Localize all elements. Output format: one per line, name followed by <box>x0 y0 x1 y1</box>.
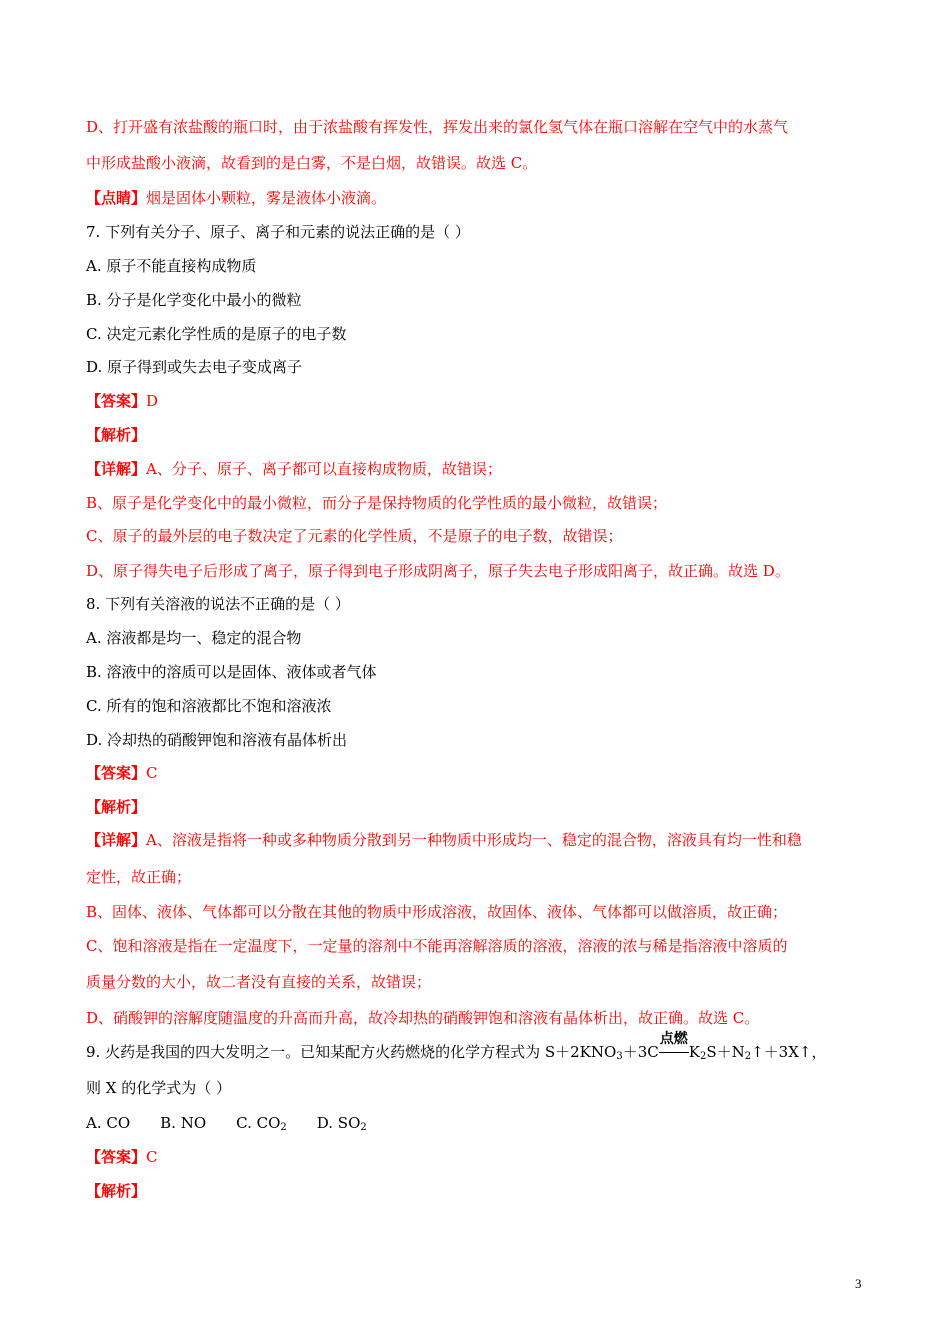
question-8-analysis-label <box>86 797 146 817</box>
option-c-text: C. CO <box>236 1114 281 1132</box>
question-9-analysis-label <box>86 1181 146 1201</box>
question-8-detail-d: D、硝酸钾的溶解度随温度的升高而升高，故冷却热的硝酸钾饱和溶液有晶体析出，故正确。故选 C。 <box>86 1009 760 1027</box>
question-8-detail-c-cont: 质量分数的大小，故二者没有直接的关系，故错误； <box>86 973 432 991</box>
answer-label: 【答案】 <box>86 1148 147 1166</box>
question-9-options <box>86 1113 367 1133</box>
question-7-answer <box>86 391 158 411</box>
analysis-line-q6-d-cont: 中形成盐酸小液滴，故看到的是白雾，不是白烟，故错误。故选 C。 <box>86 154 538 172</box>
answer-value: C <box>146 1148 158 1166</box>
question-9-stem <box>86 1031 827 1062</box>
answer-label: 【答案】 <box>86 764 147 782</box>
detail-text: A、溶液是指将一种或多种物质分散到另一种物质中形成均一、稳定的混合物，溶液具有均一性和稳 <box>146 831 802 849</box>
question-8-stem: 8. 下列有关溶液的说法不正确的是（ ） <box>86 595 350 613</box>
question-7-option-c: C. 决定元素化学性质的是原子的电子数 <box>86 325 347 343</box>
analysis-label: 【解析】 <box>86 426 147 444</box>
question-9-option-c <box>236 1114 287 1132</box>
question-9-option-a: A. CO <box>86 1114 131 1132</box>
subscript: 2 <box>360 1122 367 1133</box>
question-8-detail-b: B、固体、液体、气体都可以分散在其他的物质中形成溶液，故固体、液体、气体都可以做溶质，故正确； <box>86 903 788 921</box>
reaction-condition <box>659 1031 689 1062</box>
answer-value: C <box>146 764 158 782</box>
question-7-option-d: D. 原子得到或失去电子变成离子 <box>86 358 303 376</box>
tip-text: 烟是固体小颗粒，雾是液体小液滴。 <box>146 189 387 207</box>
question-8-answer <box>86 763 158 783</box>
analysis-line-q6-d: D、打开盛有浓盐酸的瓶口时，由于浓盐酸有挥发性，挥发出来的氯化氢气体在瓶口溶解在空气中的水蒸气 <box>86 118 789 136</box>
equation-product-mid: S＋N <box>706 1043 745 1061</box>
question-7-stem: 7. 下列有关分子、原子、离子和元素的说法正确的是（ ） <box>86 223 470 241</box>
analysis-label: 【解析】 <box>86 1182 147 1200</box>
question-8-detail-a <box>86 830 802 850</box>
question-9-option-b: B. NO <box>160 1114 207 1132</box>
question-8-detail-c: C、饱和溶液是指在一定温度下，一定量的溶剂中不能再溶解溶质的溶液，溶液的浓与稀是指溶液中溶质的 <box>86 937 788 955</box>
tip-label: 【点睛】 <box>86 189 147 207</box>
question-9-stem-cont: 则 X 的化学式为（ ） <box>86 1079 231 1097</box>
page-number: 3 <box>855 1276 862 1291</box>
question-7-analysis-label <box>86 425 146 445</box>
question-7-option-b: B. 分子是化学变化中最小的微粒 <box>86 291 302 309</box>
subscript: 2 <box>744 1051 752 1062</box>
equation-suffix: ↑＋3X↑， <box>751 1043 827 1061</box>
question-8-option-b: B. 溶液中的溶质可以是固体、液体或者气体 <box>86 663 377 681</box>
tip-line <box>86 188 386 208</box>
subscript: 3 <box>616 1051 623 1062</box>
analysis-label: 【解析】 <box>86 798 147 816</box>
question-9-option-d <box>317 1114 367 1132</box>
question-7-detail-c: C、原子的最外层的电子数决定了元素的化学性质，不是原子的电子数，故错误； <box>86 527 623 545</box>
condition-ignite: 点燃 <box>659 1031 688 1047</box>
detail-text: A、分子、原子、离子都可以直接构成物质，故错误； <box>146 460 502 478</box>
question-8-option-d: D. 冷却热的硝酸钾饱和溶液有晶体析出 <box>86 731 348 749</box>
question-7-detail-a <box>86 459 502 479</box>
answer-value: D <box>146 392 159 410</box>
equation-reactant: ＋3C <box>622 1043 659 1061</box>
question-7-detail-b: B、原子是化学变化中的最小微粒，而分子是保持物质的化学性质的最小微粒，故错误； <box>86 494 668 512</box>
option-d-text: D. SO <box>316 1114 361 1132</box>
equation-product-k: K <box>688 1043 700 1061</box>
question-8-option-c: C. 所有的饱和溶液都比不饱和溶液浓 <box>86 697 332 715</box>
detail-label: 【详解】 <box>86 460 147 478</box>
equation-prefix: 9. 火药是我国的四大发明之一。已知某配方火药燃烧的化学方程式为 S＋2KNO <box>86 1043 617 1061</box>
subscript: 2 <box>699 1051 707 1062</box>
question-8-option-a: A. 溶液都是均一、稳定的混合物 <box>86 629 302 647</box>
question-9-answer <box>86 1147 158 1167</box>
answer-label: 【答案】 <box>86 392 147 410</box>
question-7-option-a: A. 原子不能直接构成物质 <box>86 257 257 275</box>
question-8-detail-a-cont: 定性，故正确； <box>86 868 192 886</box>
detail-label: 【详解】 <box>86 831 147 849</box>
question-7-detail-d: D、原子得失电子后形成了离子，原子得到电子形成阴离子，原子失去电子形成阳离子，故正确。故选 D。 <box>86 562 790 580</box>
subscript: 2 <box>280 1122 287 1133</box>
